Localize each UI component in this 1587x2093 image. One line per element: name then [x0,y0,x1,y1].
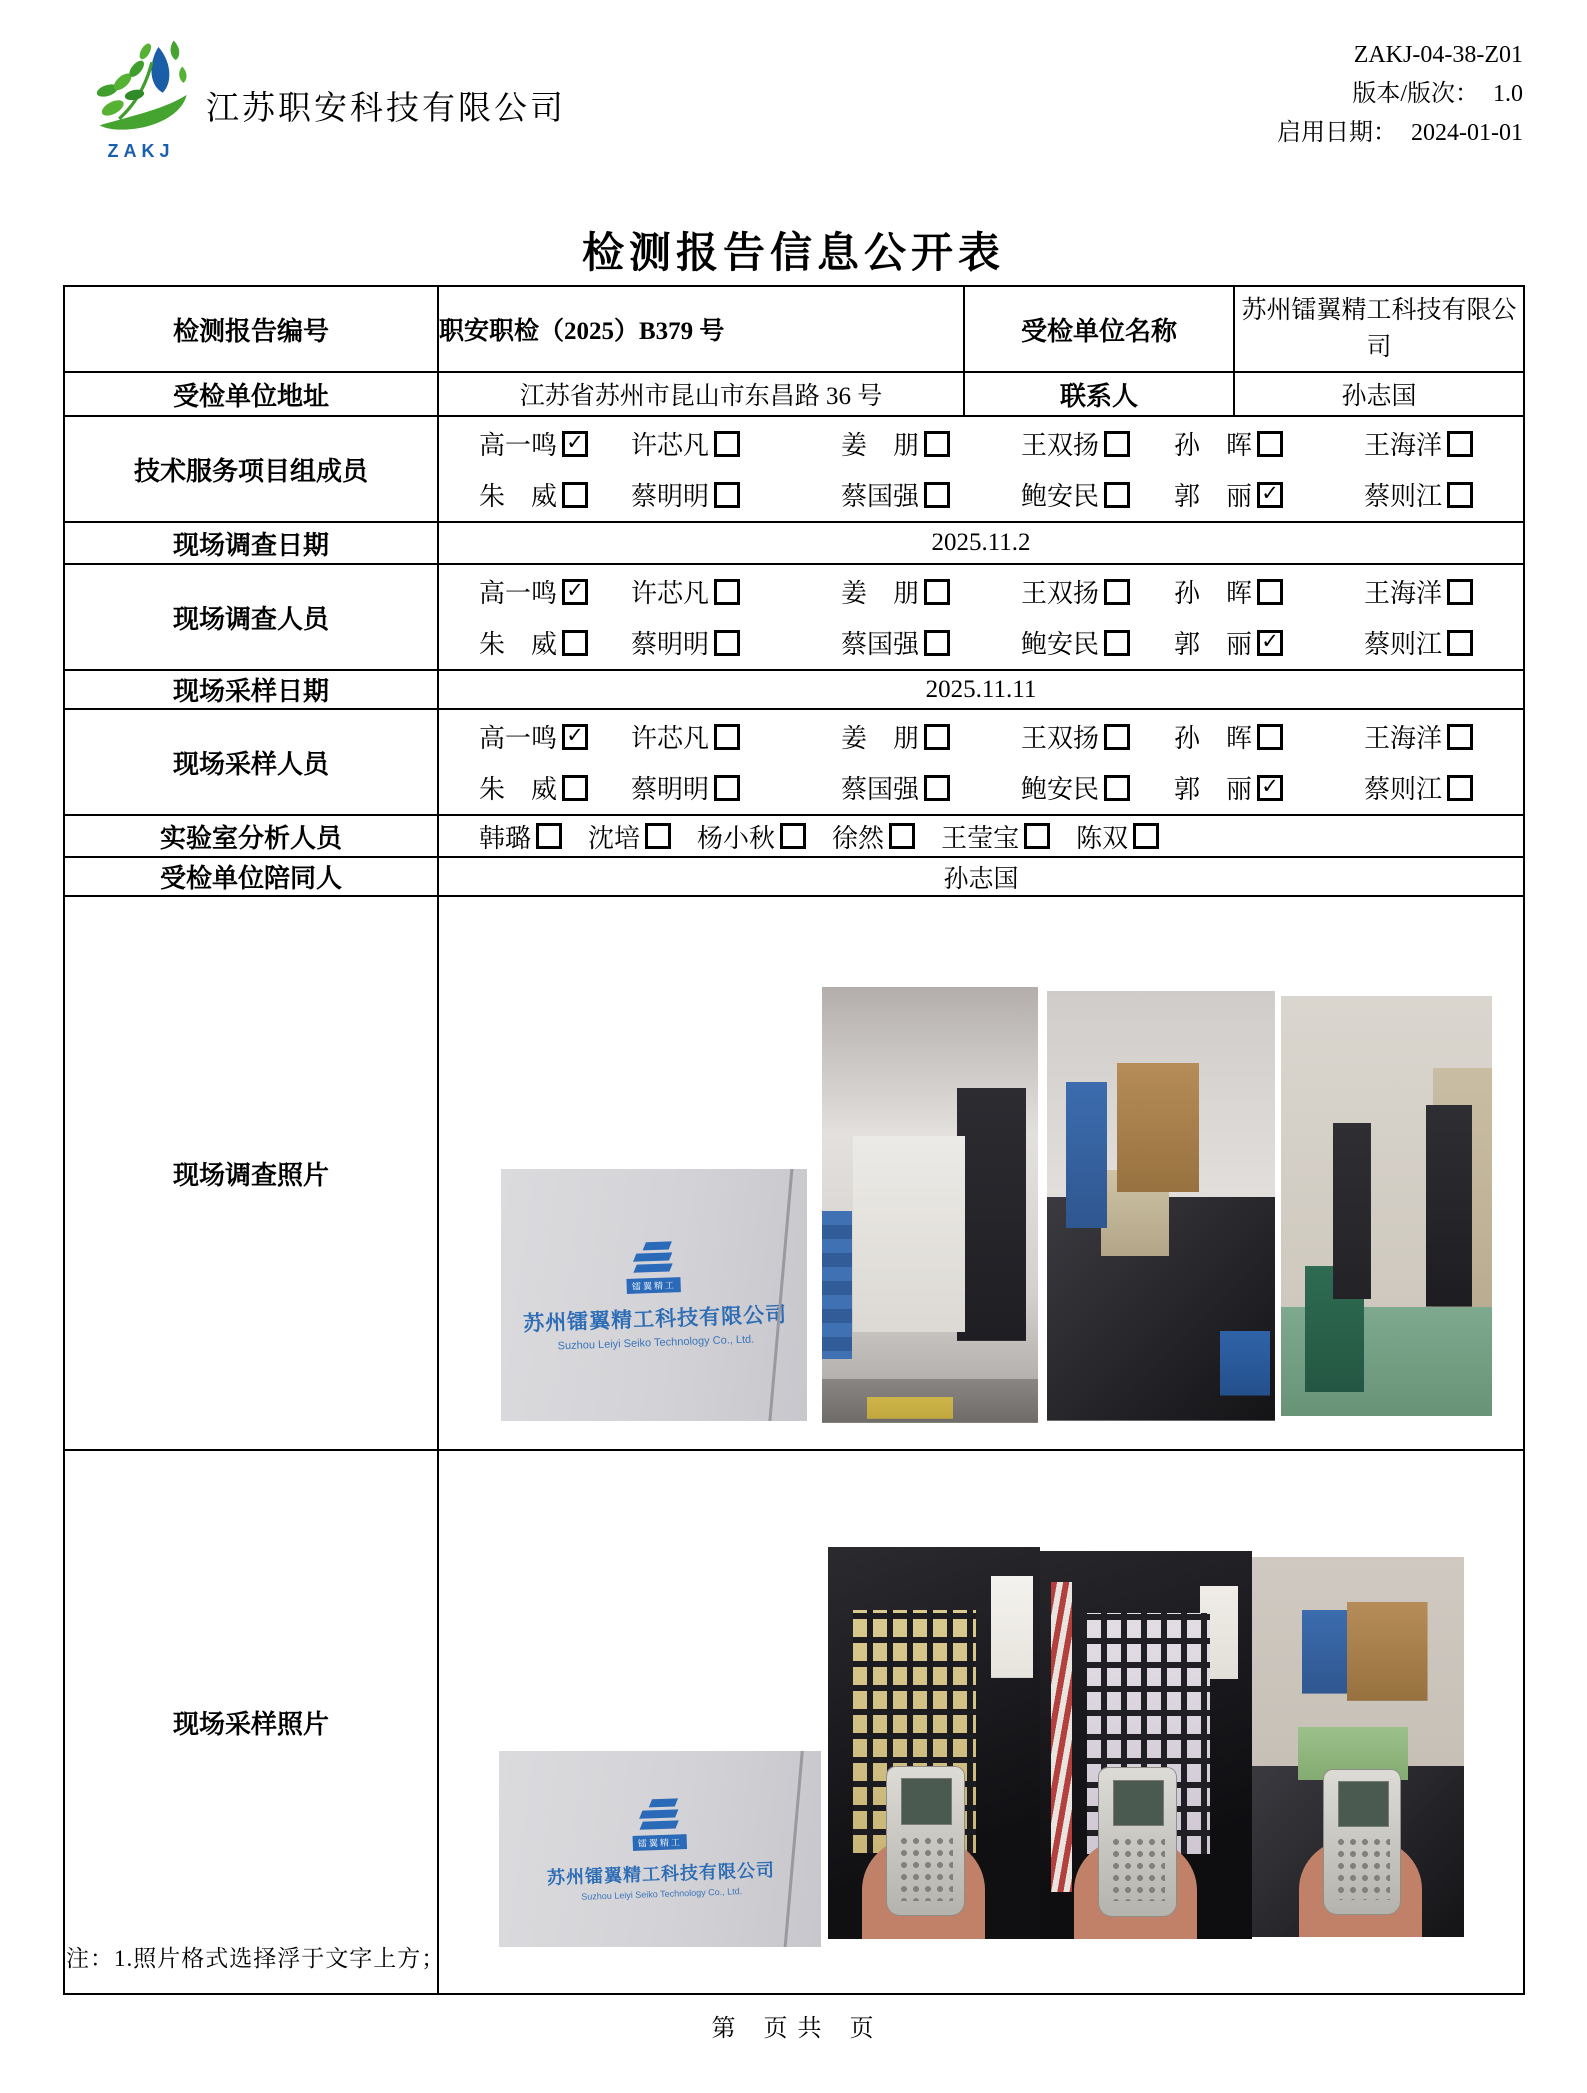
sampling-photo-meter-2 [1040,1551,1252,1939]
member-name: 姜 朋 [841,431,920,460]
survey-staff-label: 现场调查人员 [64,564,438,670]
member-name: 高一鸣 [479,431,558,460]
member-checkbox-item [941,818,1050,855]
checkbox-unchecked[interactable] [1104,482,1130,508]
checkbox-unchecked[interactable] [1104,724,1130,750]
member-checkbox-item [631,769,841,806]
sign-company-cn: 苏州镭翼精工科技有限公司 [522,1301,788,1336]
member-name: 王海洋 [1364,724,1443,753]
checkbox-unchecked[interactable] [1447,775,1473,801]
table-row [64,857,1524,896]
member-checkbox-item [1174,476,1364,513]
member-name: 许芯凡 [631,724,710,753]
survey-photo-lathe-machine [1047,991,1275,1421]
page-number-footer: 第 页 共 页 [711,2016,876,2042]
member-checkbox-item [588,818,671,855]
member-checkbox-item [1021,718,1174,755]
member-name: 王双扬 [1021,724,1100,753]
sampling-staff-cell [438,709,1524,815]
checkbox-checked[interactable] [562,579,588,605]
checkbox-unchecked[interactable] [1447,482,1473,508]
survey-staff-members [439,565,1523,669]
checkbox-unchecked[interactable] [1257,724,1283,750]
lab-members [439,818,1523,855]
report-no-label: 检测报告编号 [64,286,438,372]
member-checkbox-item [1364,769,1523,806]
checkbox-unchecked[interactable] [1447,579,1473,605]
sampling-date-value: 2025.11.11 [438,670,1524,709]
unit-addr-value: 江苏省苏州市昆山市东昌路 36 号 [438,372,964,416]
checkbox-unchecked[interactable] [714,775,740,801]
sampling-photos-cell [438,1450,1524,1994]
sampling-photo-company-sign [499,1751,821,1947]
member-checkbox-item [1364,573,1523,610]
contact-value: 孙志国 [1234,372,1524,416]
member-name: 王双扬 [1021,579,1100,608]
escort-label: 受检单位陪同人 [64,857,438,896]
member-name: 徐然 [832,823,885,853]
table-row [64,1450,1524,1994]
checkbox-unchecked[interactable] [1133,823,1159,849]
unit-name-value: 苏州镭翼精工科技有限公司 [1234,286,1524,372]
leiyi-logo-caption: 镭翼精工 [626,1277,681,1294]
lab-staff-label: 实验室分析人员 [64,815,438,857]
member-name: 朱 威 [479,630,558,659]
team-label: 技术服务项目组成员 [64,416,438,522]
checkbox-unchecked[interactable] [780,823,806,849]
member-name: 郭 丽 [1174,630,1253,659]
unit-name-label: 受检单位名称 [964,286,1234,372]
member-row [439,573,1523,610]
member-checkbox-item [479,476,631,513]
checkbox-unchecked[interactable] [1024,823,1050,849]
survey-date-value: 2025.11.2 [438,522,1524,564]
checkbox-unchecked[interactable] [1104,579,1130,605]
member-checkbox-item [697,818,806,855]
sampling-meter-device [1099,1768,1175,1915]
doc-code: ZAKJ-04-38-Z01 [1353,42,1523,68]
member-checkbox-item [841,718,1021,755]
member-row [439,425,1523,462]
member-name: 高一鸣 [479,724,558,753]
member-name: 鲍安民 [1021,630,1100,659]
sampling-photos-label: 现场采样照片 [64,1450,438,1994]
member-name: 鲍安民 [1021,775,1100,804]
member-checkbox-item [841,573,1021,610]
member-name: 蔡国强 [841,630,920,659]
table-row [64,416,1524,522]
checkbox-unchecked[interactable] [714,724,740,750]
member-checkbox-item [1021,769,1174,806]
checkbox-unchecked[interactable] [714,482,740,508]
member-checkbox-item [841,476,1021,513]
checkbox-unchecked[interactable] [714,431,740,457]
sign-company-en: Suzhou Leiyi Seiko Technology Co., Ltd. [580,1886,743,1902]
document-meta [1277,36,1523,153]
sampling-staff-members [439,710,1523,814]
sign-company-en: Suzhou Leiyi Seiko Technology Co., Ltd. [557,1333,755,1352]
member-row [439,718,1523,755]
sampling-photo-meter-3 [1252,1557,1464,1937]
member-name: 郭 丽 [1174,482,1253,511]
member-checkbox-item [479,573,631,610]
checkbox-unchecked[interactable] [1447,724,1473,750]
member-checkbox-item [631,476,841,513]
checkbox-unchecked[interactable] [1104,775,1130,801]
sampling-photo-meter-1 [828,1547,1040,1939]
sign-company-cn: 苏州镭翼精工科技有限公司 [546,1860,776,1888]
sign-edge-line [764,1169,796,1421]
member-name: 王双扬 [1021,431,1100,460]
member-name: 蔡则江 [1364,630,1443,659]
checkbox-checked[interactable] [1257,630,1283,656]
member-checkbox-item [841,769,1021,806]
leiyi-logo-icon [634,1241,671,1272]
member-checkbox-item [1021,476,1174,513]
page-title: 检测报告信息公开表 [581,231,1005,277]
checkbox-unchecked[interactable] [1257,579,1283,605]
survey-photo-company-sign [501,1169,807,1421]
checkbox-unchecked[interactable] [924,579,950,605]
checkbox-unchecked[interactable] [536,823,562,849]
member-name: 蔡则江 [1364,482,1443,511]
member-name: 蔡国强 [841,775,920,804]
enable-date-label: 启用日期： [1277,120,1398,146]
table-row [64,670,1524,709]
member-name: 蔡国强 [841,482,920,511]
checkbox-unchecked[interactable] [1104,431,1130,457]
member-checkbox-item [479,624,631,661]
member-checkbox-item [631,573,841,610]
member-checkbox-item [1021,425,1174,462]
checkbox-checked[interactable] [1257,775,1283,801]
checkbox-unchecked[interactable] [714,630,740,656]
member-name: 蔡则江 [1364,775,1443,804]
member-checkbox-item [479,425,631,462]
unit-addr-label: 受检单位地址 [64,372,438,416]
table-row [64,709,1524,815]
member-name: 王海洋 [1364,431,1443,460]
checkbox-checked[interactable] [562,431,588,457]
member-name: 许芯凡 [631,431,710,460]
enable-date-value: 2024-01-01 [1411,120,1523,146]
member-name: 许芯凡 [631,579,710,608]
member-checkbox-item [631,718,841,755]
member-checkbox-item [1364,718,1523,755]
checkbox-unchecked[interactable] [1257,431,1283,457]
survey-photos-cell [438,896,1524,1450]
sampling-staff-label: 现场采样人员 [64,709,438,815]
survey-date-label: 现场调查日期 [64,522,438,564]
leaf-logo-icon [86,34,196,134]
checkbox-unchecked[interactable] [924,482,950,508]
member-name: 高一鸣 [479,579,558,608]
checkbox-unchecked[interactable] [1104,630,1130,656]
member-checkbox-item [1174,769,1364,806]
sampling-meter-device [887,1767,963,1916]
member-checkbox-item [841,624,1021,661]
doc-version-line [1277,75,1523,114]
member-name: 孙 晖 [1174,579,1253,608]
member-name: 姜 朋 [841,579,920,608]
checkbox-unchecked[interactable] [924,775,950,801]
member-name: 陈双 [1076,823,1129,853]
member-name: 王莹宝 [941,823,1020,853]
member-name: 孙 晖 [1174,724,1253,753]
checkbox-unchecked[interactable] [1447,630,1473,656]
checkbox-unchecked[interactable] [889,823,915,849]
member-name: 朱 威 [479,775,558,804]
member-checkbox-item [479,769,631,806]
contact-label: 联系人 [964,372,1234,416]
table-row [64,286,1524,372]
lab-staff-cell [438,815,1524,857]
member-name: 王海洋 [1364,579,1443,608]
member-checkbox-item [1174,573,1364,610]
escort-value: 孙志国 [438,857,1524,896]
member-name: 蔡明明 [631,482,710,511]
checkbox-unchecked[interactable] [562,775,588,801]
info-table [63,285,1525,1995]
leiyi-logo-icon [640,1798,677,1829]
checkbox-unchecked[interactable] [562,630,588,656]
member-checkbox-item [1174,624,1364,661]
checkbox-unchecked[interactable] [645,823,671,849]
member-checkbox-item [631,425,841,462]
company-logo [82,34,200,162]
member-name: 蔡明明 [631,775,710,804]
team-members-cell [438,416,1524,522]
member-row [439,769,1523,806]
member-name: 沈培 [588,823,641,853]
member-checkbox-item [1364,624,1523,661]
team-members [439,417,1523,521]
version-label: 版本/版次： [1352,81,1479,107]
table-row [64,372,1524,416]
member-checkbox-item [1021,573,1174,610]
checkbox-unchecked[interactable] [1447,431,1473,457]
table-row [64,522,1524,564]
member-name: 杨小秋 [697,823,776,853]
member-checkbox-item [1174,425,1364,462]
member-checkbox-item [832,818,915,855]
logo-text: ZAKJ [107,141,175,161]
member-name: 郭 丽 [1174,775,1253,804]
checkbox-checked[interactable] [562,724,588,750]
table-row [64,564,1524,670]
checkbox-unchecked[interactable] [714,579,740,605]
survey-staff-cell [438,564,1524,670]
survey-photo-milling-room [1281,996,1492,1416]
member-name: 姜 朋 [841,724,920,753]
member-checkbox-item [479,718,631,755]
checkbox-checked[interactable] [1257,482,1283,508]
company-sign-board [501,1169,807,1421]
table-row [64,815,1524,857]
member-row [439,624,1523,661]
sampling-date-label: 现场采样日期 [64,670,438,709]
member-name: 孙 晖 [1174,431,1253,460]
survey-photo-cnc-machine [822,987,1038,1423]
checkbox-unchecked[interactable] [924,630,950,656]
member-name: 鲍安民 [1021,482,1100,511]
report-no-value: 职安职检（2025）B379 号 [438,286,964,372]
member-checkbox-item [479,818,562,855]
sign-edge-line [780,1751,806,1947]
version-value: 1.0 [1493,81,1523,107]
member-name: 蔡明明 [631,630,710,659]
sampling-meter-device [1324,1770,1400,1914]
company-name: 江苏职安科技有限公司 [206,91,566,127]
leiyi-logo-caption: 镭翼精工 [633,1834,688,1851]
member-row [439,476,1523,513]
member-name: 韩璐 [479,823,532,853]
member-name: 朱 威 [479,482,558,511]
doc-date-line [1277,114,1523,153]
member-checkbox-item [1076,818,1159,855]
footnote: 注：1.照片格式选择浮于文字上方； [66,1946,446,1971]
member-checkbox-item [841,425,1021,462]
member-checkbox-item [1174,718,1364,755]
member-checkbox-item [1364,476,1523,513]
member-checkbox-item [631,624,841,661]
member-checkbox-item [1021,624,1174,661]
table-row [64,896,1524,1450]
checkbox-unchecked[interactable] [924,431,950,457]
company-sign-board [499,1751,821,1947]
member-checkbox-item [1364,425,1523,462]
checkbox-unchecked[interactable] [562,482,588,508]
survey-photos-label: 现场调查照片 [64,896,438,1450]
checkbox-unchecked[interactable] [924,724,950,750]
